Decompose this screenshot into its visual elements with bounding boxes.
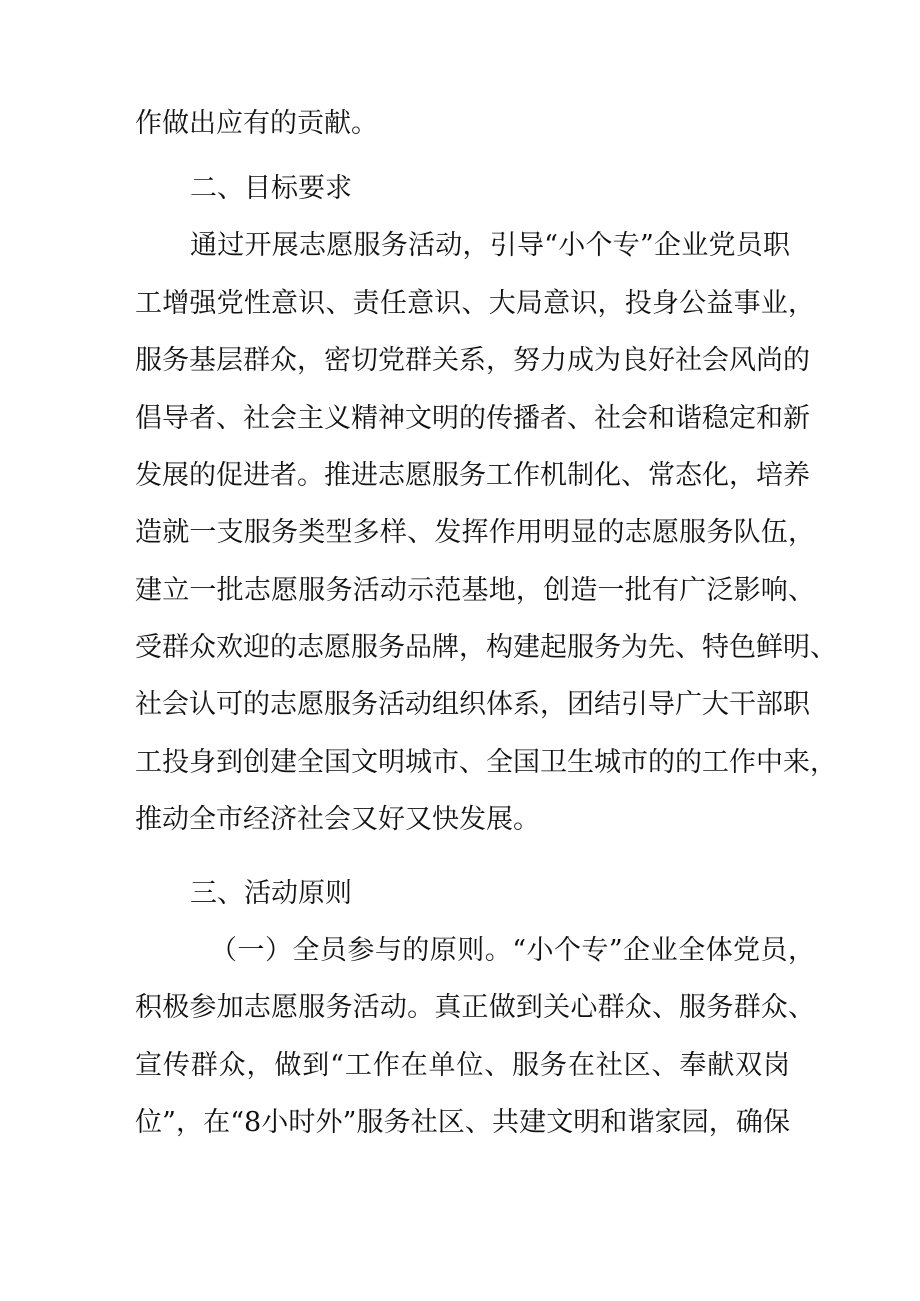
paragraph-line: 积极参加志愿服务活动。真正做到关心群众、服务群众、	[135, 992, 815, 1023]
paragraph-line: 倡导者、社会主义精神文明的传播者、社会和谐稳定和新	[135, 403, 810, 434]
section-heading-principles: 三、活动原则	[190, 878, 352, 909]
paragraph-line: 发展的促进者。推进志愿服务工作机制化、常态化，培养	[135, 460, 810, 491]
paragraph-line: 服务基层群众，密切党群关系，努力成为良好社会风尚的	[135, 345, 810, 376]
paragraph-line: 社会认可的志愿服务活动组织体系，团结引导广大干部职	[135, 689, 810, 720]
paragraph-line: 位”，在“8小时外”服务社区、共建文明和谐家园，确保	[135, 1107, 790, 1138]
paragraph-line: 宣传群众，做到“工作在单位、服务在社区、奉献双岗	[135, 1050, 790, 1081]
paragraph-line: 工投身到创建全国文明城市、全国卫生城市的的工作中来，	[135, 747, 837, 778]
paragraph-line: 建立一批志愿服务活动示范基地，创造一批有广泛影响、	[135, 575, 815, 606]
paragraph-line-continuation: 作做出应有的贡献。	[135, 108, 378, 139]
paragraph-line: 工增强党性意识、责任意识、大局意识，投身公益事业，	[135, 288, 815, 319]
paragraph-line: 造就一支服务类型多样、发挥作用明显的志愿服务队伍，	[135, 517, 815, 548]
section-heading-goals: 二、目标要求	[190, 173, 352, 204]
paragraph-line: 受群众欢迎的志愿服务品牌，构建起服务为先、特色鲜明、	[135, 632, 837, 663]
paragraph-line-end: 推动全市经济社会又好又快发展。	[135, 804, 540, 835]
paragraph-line: 通过开展志愿服务活动，引导“小个专”企业党员职	[190, 230, 790, 261]
paragraph-line: （一）全员参与的原则。“小个专”企业全体党员，	[210, 935, 815, 966]
